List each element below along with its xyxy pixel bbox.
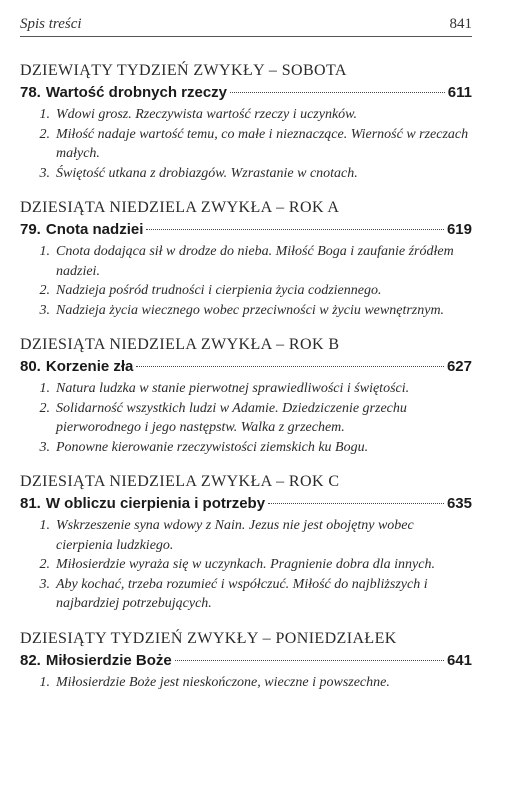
dot-leader [268,503,444,504]
entry-page-number: 627 [446,358,472,375]
entry-point [20,164,472,184]
entry-number: 80. [20,358,41,375]
point-number: 1. [39,518,50,533]
page-number: 841 [449,16,472,32]
section-heading: DZIESIĄTA NIEDZIELA ZWYKŁA – ROK A [20,199,340,216]
point-text: Cnota dodająca sił w drodze do nieba. Miłość Boga i zaufanie źródłem nadziei. [56,244,454,279]
entry-points [20,516,472,614]
point-text: Nadzieja pośród trudności i cierpienia życia codziennego. [56,283,382,298]
toc-section [20,471,472,614]
entry-page-number: 641 [446,651,472,669]
entry-points [20,105,472,183]
point-number: 2. [39,126,50,142]
point-number: 1. [39,674,50,690]
point-number: 3. [39,165,50,181]
point-text: Aby kochać, trzeba rozumieć i współczuć. Miłość do najbliższych i najbardziej potrzebujących. [56,576,428,611]
point-text: Miłosierdzie Boże jest nieskończone, wieczne i powszechne. [56,674,390,690]
toc-section [20,60,472,183]
point-number: 2. [39,557,50,572]
entry-point [20,125,472,164]
point-text: Miłosierdzie wyraża się w uczynkach. Pragnienie dobra dla innych. [56,557,435,572]
table-of-contents [20,60,472,706]
entry-number: 78. [20,84,41,101]
toc-entry[interactable] [20,219,472,241]
dot-leader [175,660,444,661]
entry-point [20,399,472,438]
running-header [20,14,472,37]
point-text: Miłość nadaje wartość temu, co małe i nieznaczące. Wierność w rzeczach małych. [56,126,469,161]
toc-entry[interactable] [20,493,472,515]
toc-entry[interactable] [20,356,472,378]
entry-page-number: 611 [447,84,472,101]
entry-points [20,673,472,693]
entry-point [20,379,472,399]
point-number: 3. [39,576,50,592]
point-number: 3. [39,302,50,318]
running-header-title: Spis treści [20,16,82,32]
entry-number: 82. [20,651,41,669]
point-number: 2. [39,400,50,416]
entry-point [20,673,472,693]
point-text: Nadzieja życia wiecznego wobec przeciwności w życiu wewnętrznym. [56,302,445,318]
entry-point [20,105,472,125]
section-heading: DZIESIĄTY TYDZIEŃ ZWYKŁY – PONIEDZIAŁEK [20,629,397,647]
toc-section [20,197,472,320]
entry-number: 81. [20,495,41,512]
entry-title: Miłosierdzie Boże [45,651,172,669]
entry-title: Wartość drobnych rzeczy [45,84,228,101]
point-number: 1. [39,107,50,122]
point-text: Świętość utkana z drobiazgów. Wzrastanie w cnotach. [56,165,358,181]
entry-page-number: 635 [446,495,472,512]
dot-leader [146,229,444,230]
toc-entry[interactable] [20,82,472,104]
section-heading: DZIESIĄTA NIEDZIELA ZWYKŁA – ROK C [20,473,340,490]
entry-point [20,242,472,281]
entry-title: Korzenie zła [45,358,134,375]
point-text: Wskrzeszenie syna wdowy z Nain. Jezus nie jest obojętny wobec cierpienia ludzkiego. [56,518,414,553]
entry-point [20,555,472,575]
point-number: 1. [39,381,50,396]
entry-point [20,301,472,321]
entry-page-number: 619 [446,221,472,238]
point-text: Ponowne kierowanie rzeczywistości ziemskich ku Bogu. [56,439,369,455]
toc-entry[interactable] [20,650,472,672]
entry-title: Cnota nadziei [45,221,144,238]
dot-leader [230,92,445,93]
entry-point [20,516,472,555]
section-heading: DZIEWIĄTY TYDZIEŃ ZWYKŁY – SOBOTA [20,62,347,79]
entry-number: 79. [20,221,41,238]
point-text: Wdowi grosz. Rzeczywista wartość rzeczy i uczynków. [56,107,357,122]
entry-title: W obliczu cierpienia i potrzeby [45,495,266,512]
point-text: Natura ludzka w stanie pierwotnej sprawiedliwości i świętości. [56,381,410,396]
toc-section [20,334,472,457]
point-number: 3. [39,439,50,455]
dot-leader [136,366,444,367]
entry-point [20,575,472,614]
entry-point [20,281,472,301]
point-number: 1. [39,244,50,259]
toc-section [20,628,472,693]
entry-points [20,242,472,320]
point-text: Solidarność wszystkich ludzi w Adamie. Dziedziczenie grzechu pierworodnego i jego następstw. Walka z grzechem. [56,400,407,435]
section-heading: DZIESIĄTA NIEDZIELA ZWYKŁA – ROK B [20,336,340,353]
entry-point [20,438,472,458]
point-number: 2. [39,283,50,298]
entry-points [20,379,472,457]
